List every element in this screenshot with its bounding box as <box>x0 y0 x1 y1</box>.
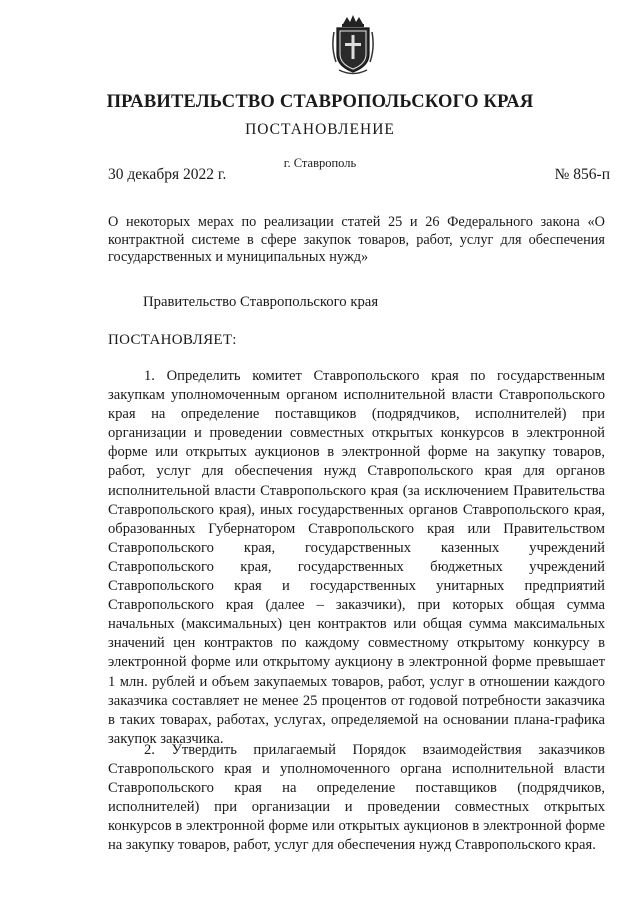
decree-heading: ПОСТАНОВЛЯЕТ: <box>108 332 237 348</box>
government-title: ПРАВИТЕЛЬСТВО СТАВРОПОЛЬСКОГО КРАЯ <box>106 92 534 112</box>
document-type: ПОСТАНОВЛЕНИЕ <box>245 121 395 138</box>
city: г. Ставрополь <box>283 156 357 170</box>
paragraph-2: 2. Утвердить прилагаемый Порядок взаимодействия заказчиков Ставропольского края и уполномоченного органа исполнительной власти Ставропольского края на определение поставщиков (подрядчиков, исполнителей) при организации и проведении совместных открытых конкурсов в электронной форме или открытых аукционов в электронной форме на закупку товаров, работ, услуг для обеспечения нужд Ставропольского края. <box>108 742 605 854</box>
document-number: № 856-п <box>554 166 610 183</box>
issuer-line: Правительство Ставропольского края <box>143 294 379 310</box>
document-subject: О некоторых мерах по реализации статей 25 и 26 Федерального закона «О контрактной системе в сфере закупок товаров, работ, услуг для обеспечения государственных и муниципальных нужд» <box>108 214 605 265</box>
document-date: 30 декабря 2022 г. <box>108 166 227 183</box>
coat-of-arms-icon <box>331 14 375 76</box>
paragraph-1: 1. Определить комитет Ставропольского края по государственным закупкам уполномоченным органом исполнительной власти Ставропольского края на определение поставщиков (подрядчиков, исполнителей) при организации и проведении совместных открытых конкурсов в электронной форме или открытых аукционов в электронной форме на закупку товаров, работ, услуг для обеспечения нужд Ставропольского края для органов исполнительной власти Ставропольского края (за исключением Правительства Ставропольского края), иных государственных органов Ставропольского края, образованных Губернатором Ставропольского края или Правительством Ставропольского края, государственных казенных учреждений Ставропольского края, государственных бюджетных учреждений Ставропольского края и государственных унитарных предприятий Ставропольского края (далее – заказчики), при которых общая сумма начальных (максимальных) цен контрактов или общая сумма максимальных значений цен контрактов по каждому совместному открытому конкурсу в электронной форме или открытому аукциону в электронной форме превышает 1 млн. рублей и объем закупаемых товаров, работ, услуг в отношении каждого заказчика составляет не менее 25 процентов от годовой потребности заказчика в таких товарах, работах, услугах, определяемой на основании плана-графика закупок заказчика. <box>108 368 605 747</box>
